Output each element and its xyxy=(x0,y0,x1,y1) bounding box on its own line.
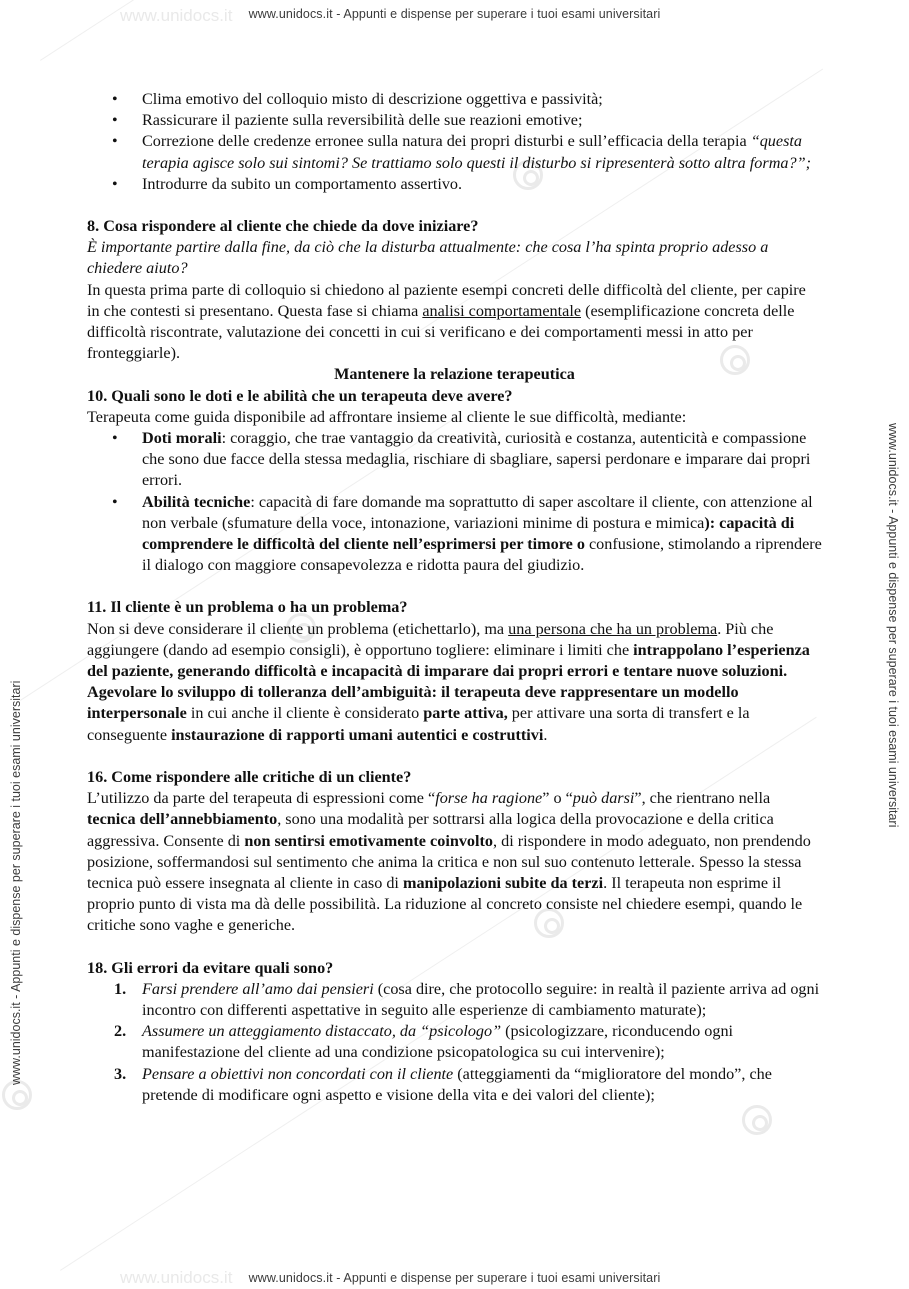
watermark-bottom: www.unidocs.it - Appunti e dispense per superare i tuoi esami universitari xyxy=(248,1271,661,1285)
text: , di rispondere in modo adeguato, non prendendo posizione, soffermandosi sul sentimento che anima la critica e non sul suo contenuto letterale. Spesso la stessa tecnica può essere insegnata al cliente in caso di xyxy=(87,831,811,892)
text: per attivare una sorta di transfert e la conseguente xyxy=(87,704,750,744)
list-item-quote: “questa terapia agisce solo sui sintomi? Se trattiamo solo questi il disturbo si ripresenterà sotto altra forma?”; xyxy=(142,132,811,172)
question-8-heading: 8. Cosa rispondere al cliente che chiede da dove iniziare? xyxy=(87,217,479,236)
bold-text: instaurazione di rapporti umani autentici e costruttivi xyxy=(171,725,544,744)
list-item xyxy=(87,428,822,492)
bold-term: Abilità tecniche xyxy=(142,492,251,511)
bullet-list-2 xyxy=(87,428,822,576)
question-10-heading: 10. Quali sono le doti e le abilità che un terapeuta deve avere? xyxy=(87,386,513,405)
question-11-paragraph xyxy=(87,619,822,746)
underlined-term: una persona che ha un problema xyxy=(508,619,718,638)
text: . Più che aggiungere (dando ad esempio consigli), è opportuno togliere: eliminare i limiti che xyxy=(87,619,774,659)
italic-text: Pensare a obiettivi non concordati con il cliente xyxy=(142,1064,454,1083)
watermark-logo xyxy=(742,1105,772,1135)
text: ”, che rientrano nella xyxy=(634,789,771,808)
italic-text: Farsi prendere all’amo dai pensieri xyxy=(142,979,374,998)
text: in cui anche il cliente è considerato xyxy=(186,704,424,723)
underlined-term: analisi comportamentale xyxy=(422,301,582,320)
text: (esemplificazione concreta delle difficoltà riscontrate, valutazione dei concetti in cui si verificano e dei comportamenti messi in atto per fronteggiarle). xyxy=(87,301,795,363)
bold-text: un modello xyxy=(661,683,739,702)
list-item xyxy=(87,110,822,131)
list-item xyxy=(87,979,822,1021)
bold-text: intrappolano l’esperienza del paziente, generando difficoltà e incapacità di imparare dai propri errori e tentare nuove soluzioni. Agevolare lo sviluppo di tolleranza dell’ambiguità: il terapeuta deve rappresentare xyxy=(87,640,810,702)
text: (atteggiamenti da “miglioratore del mondo”, che pretende di modificare ogni aspetto e visione della vita e dei valori del cliente); xyxy=(142,1064,772,1104)
text: : coraggio, che trae vantaggio da creatività, curiosità e costanza, autenticità e compassione che sono due facce della stessa medaglia, rischiare di sbagliare, sapersi perdonare e imparare dai propri errori. xyxy=(142,429,811,490)
text: In questa prima parte di colloquio si chiedono al paziente esempi concreti delle difficoltà del cliente, per capire in che contesti si presentano. Questa fase si chiama xyxy=(87,280,806,320)
bold-text: parte attiva, xyxy=(423,704,508,723)
bold-text: interpersonale xyxy=(87,704,187,723)
question-8-paragraph xyxy=(87,280,822,365)
question-8-italic xyxy=(87,237,822,279)
italic-text: forse ha ragione xyxy=(435,789,543,808)
watermark-faint: www.unidocs.it xyxy=(120,1268,233,1287)
text: (psicologizzare, riconducendo ogni manifestazione del cliente ad una condizione psicopatologica su cui intervenire); xyxy=(142,1022,734,1062)
bold-term: Doti morali xyxy=(142,429,222,448)
text: (cosa dire, che protocollo seguire: in realtà il paziente arriva ad ogni incontro con differenti aspettative in seguito alle esperienze di cambiamento maturate); xyxy=(142,979,820,1019)
list-item xyxy=(87,174,822,195)
section-title: Mantenere la relazione terapeutica xyxy=(334,365,575,384)
watermark-faint: www.unidocs.it xyxy=(120,6,233,25)
text: Non si deve considerare il cliente un problema (etichettarlo), ma xyxy=(87,619,509,638)
numbered-list xyxy=(87,979,822,1106)
bold-term: non sentirsi emotivamente coinvolto xyxy=(244,831,493,850)
list-number: 2. xyxy=(114,1022,127,1041)
list-item xyxy=(87,89,822,110)
text: ” o “ xyxy=(542,789,573,808)
bullet-list-1 xyxy=(87,89,822,195)
bold-term: manipolazioni subite da terzi xyxy=(402,873,604,892)
list-item xyxy=(87,131,822,173)
question-16-paragraph xyxy=(87,788,822,936)
list-item-text: Rassicurare il paziente sulla reversibilità delle sue reazioni emotive; xyxy=(142,111,583,130)
text: . xyxy=(543,725,548,744)
list-item-text: Correzione delle credenze erronee sulla natura dei propri disturbi e sull’efficacia della terapia xyxy=(142,132,751,151)
text: L’utilizzo da parte del terapeuta di espressioni come “ xyxy=(87,789,436,808)
bold-term: tecnica dell’annebbiamento xyxy=(87,810,278,829)
question-16-heading: 16. Come rispondere alle critiche di un cliente? xyxy=(87,767,412,786)
list-item-text: Clima emotivo del colloquio misto di descrizione oggettiva e passività; xyxy=(142,90,603,108)
question-11-heading: 11. Il cliente è un problema o ha un problema? xyxy=(87,598,408,617)
watermark-top: www.unidocs.it - Appunti e dispense per superare i tuoi esami universitari xyxy=(248,7,661,21)
text: confusione, stimolando a riprendere il dialogo con maggiore consapevolezza e ridotta paura del giudizio. xyxy=(142,535,822,575)
bold-text: ): capacità di comprendere le difficoltà del cliente nell’esprimersi per timore o xyxy=(142,513,795,554)
watermark-left: www.unidocs.it - Appunti e dispense per superare i tuoi esami universitari xyxy=(9,680,23,1085)
document-body xyxy=(87,89,822,1106)
list-item xyxy=(87,1021,822,1063)
question-18-heading: 18. Gli errori da evitare quali sono? xyxy=(87,958,334,977)
list-item xyxy=(87,1064,822,1106)
watermark-right: www.unidocs.it - Appunti e dispense per superare i tuoi esami universitari xyxy=(886,423,900,828)
list-number: 3. xyxy=(114,1064,127,1083)
italic-text: Assumere un atteggiamento distaccato, da “psicologo” xyxy=(142,1022,502,1041)
italic-text: È importante partire dalla fine, da ciò che la disturba attualmente: che cosa l’ha spinta proprio adesso a chiedere aiuto? xyxy=(87,238,769,278)
list-number: 1. xyxy=(114,979,127,998)
text: , sono una modalità per sottrarsi alla logica della provocazione e della critica aggressiva. Consente di xyxy=(87,810,774,850)
italic-text: può darsi xyxy=(572,789,635,808)
text: . Il terapeuta non esprime il proprio punto di vista ma dà delle possibilità. La riduzione al concreto consiste nel chiedere esempi, quando le critiche sono vaghe e generiche. xyxy=(87,873,803,935)
list-item xyxy=(87,492,822,577)
question-10-intro: Terapeuta come guida disponibile ad affrontare insieme al cliente le sue difficoltà, mediante: xyxy=(87,407,687,426)
list-item-text: Introdurre da subito un comportamento assertivo. xyxy=(142,174,463,193)
text: : capacità di fare domande ma soprattutto di saper ascoltare il cliente, con attenzione al non verbale (sfumature della voce, intonazione, variazioni minime di postura e mimica xyxy=(142,492,813,532)
